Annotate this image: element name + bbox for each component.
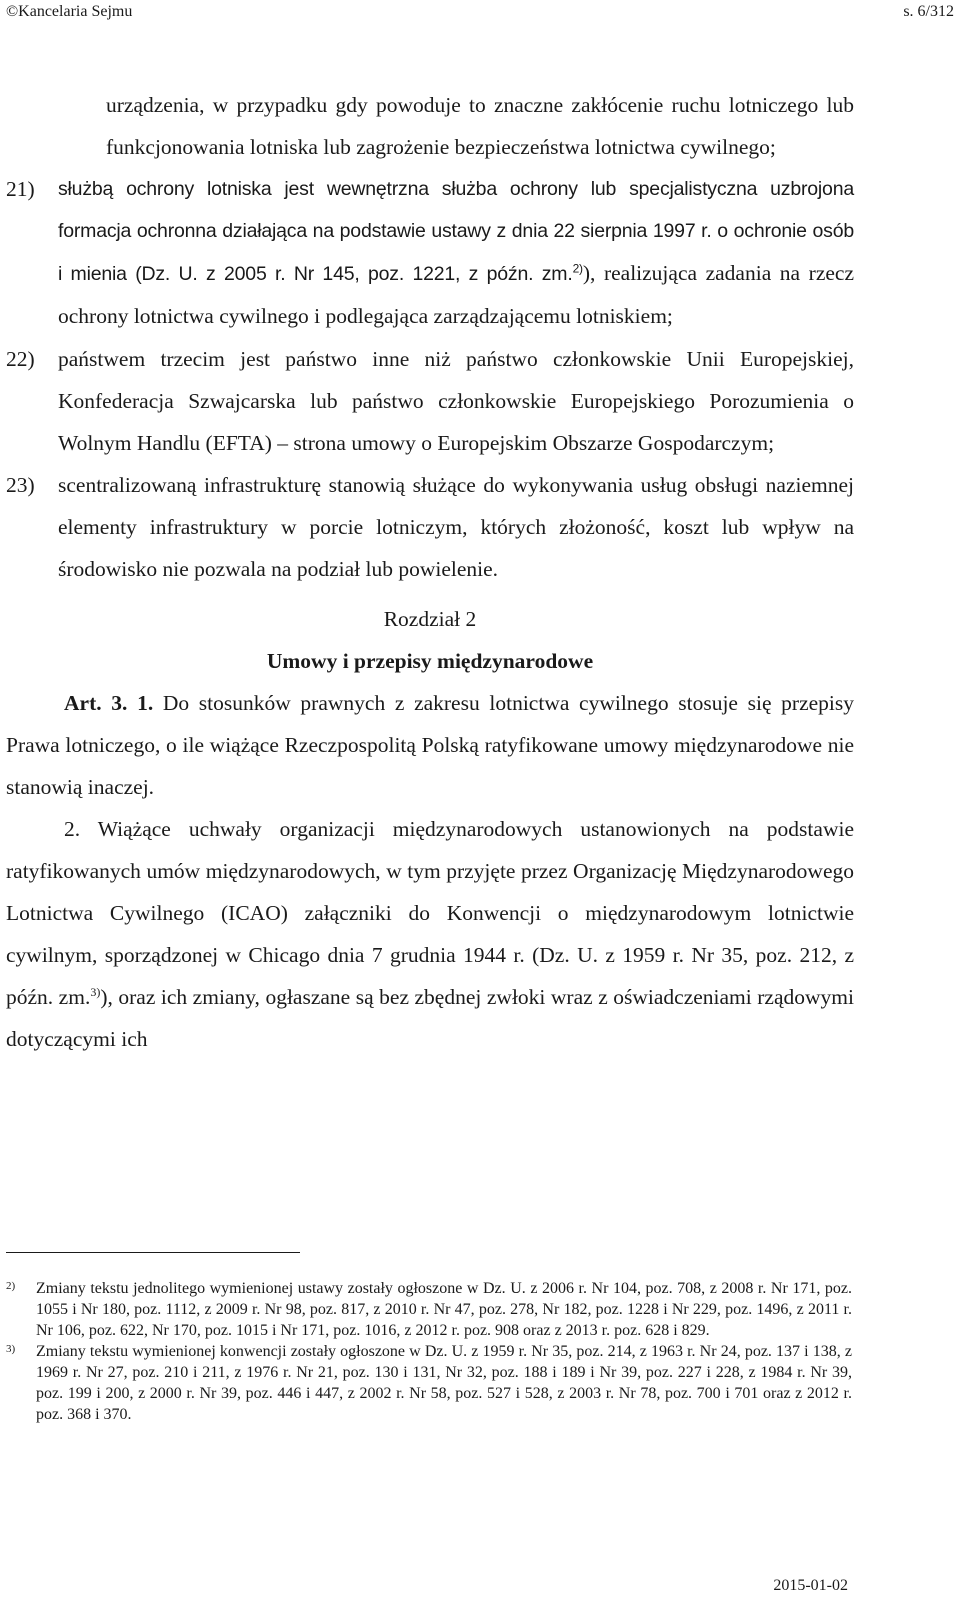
footnote-3 bbox=[6, 1341, 852, 1425]
item-20-continuation: urządzenia, w przypadku gdy powoduje to znaczne zakłócenie ruchu lotniczego lub funkcjonowania lotniska lub zagrożenie bezpieczeństwa lotnictwa cywilnego; bbox=[106, 93, 854, 159]
item-text: państwem trzecim jest państwo inne niż państwo członkowskie Unii Europejskiej, Konfederacja Szwajcarska lub państwo członkowskie Europejskiego Porozumienia o Wolnym Handlu (EFTA) – strona umowy o Europejskim Obszarze Gospodarczym; bbox=[58, 347, 854, 455]
item-number: 21) bbox=[6, 177, 35, 201]
chapter-title: Umowy i przepisy międzynarodowe bbox=[266, 649, 594, 673]
item-21-text-b: ), realizująca zadania na rzecz ochrony lotnictwa cywilnego i podlegająca zarządzającemu lotniskiem; bbox=[58, 261, 854, 328]
definition-item-21 bbox=[6, 168, 854, 338]
item-text bbox=[58, 168, 854, 338]
chapter-number: Rozdział 2 bbox=[383, 607, 477, 631]
paragraph-text: Do stosunków prawnych z zakresu lotnictwa cywilnego stosuje się przepisy Prawa lotniczego, o ile wiążące Rzeczpospolitą Polską ratyfikowane umowy międzynarodowe nie stanowią inaczej. bbox=[6, 691, 855, 799]
paragraph-text-b: ), oraz ich zmiany, ogłaszane są bez zbędnej zwłoki wraz z oświadczeniami rządowymi dotyczącymi ich bbox=[6, 985, 854, 1051]
copyright-label: ©Kancelaria Sejmu bbox=[6, 3, 133, 20]
definition-item-22 bbox=[6, 338, 854, 464]
document-date: 2015-01-02 bbox=[773, 1577, 848, 1594]
paragraph-number: 2. bbox=[64, 817, 81, 841]
article-label: Art. 3. bbox=[64, 691, 128, 715]
item-21-text-a: służbą ochrony lotniska jest wewnętrzna służba ochrony lub specjalistyczna uzbrojona formacja ochronna działająca na podstawie ustawy z dnia 22 sierpnia 1997 r. o ochronie osób i mienia (Dz. U. z 2005 r. Nr 145, poz. 1221, z późn. zm. bbox=[58, 178, 854, 285]
footnote-ref-2[interactable]: 2) bbox=[572, 261, 583, 276]
footnote-text: Zmiany tekstu jednolitego wymienionej ustawy zostały ogłoszone w Dz. U. z 2006 r. Nr 104, poz. 708, z 2008 r. Nr 171, poz. 1055 i Nr 180, poz. 1112, z 2009 r. Nr 98, poz. 817, z 2010 r. Nr 47, poz. 278, Nr 182, poz. 1228 i Nr 229, poz. 1496, z 2011 r. Nr 106, poz. 622, Nr 170, poz. 1015 i Nr 171, poz. 1016, z 2012 r. poz. 908 oraz z 2013 r. poz. 628 i 829. bbox=[36, 1280, 852, 1339]
footnotes bbox=[6, 1278, 852, 1425]
document-body bbox=[6, 84, 854, 1060]
item-text: scentralizowaną infrastrukturę stanowią służące do wykonywania usług obsługi naziemnej elementy infrastruktury w porcie lotniczym, których złożoność, koszt lub wpływ na środowisko nie pozwala na podział lub powielenie. bbox=[58, 473, 854, 581]
item-number: 23) bbox=[6, 473, 35, 497]
footnote-text: Zmiany tekstu wymienionej konwencji zostały ogłoszone w Dz. U. z 1959 r. Nr 35, poz. 214, z 1963 r. Nr 24, poz. 137 i 138, z 1969 r. Nr 27, poz. 210 i 211, z 1976 r. Nr 21, poz. 130 i 131, Nr 32, poz. 188 i 189 i Nr 39, poz. 227 i 228, z 1984 r. Nr 39, poz. 199 i 200, z 2000 r. Nr 39, poz. 446 i 447, z 2002 r. Nr 58, poz. 527 i 528, z 2003 r. Nr 78, poz. 700 i 701 oraz z 2012 r. poz. 368 i 370. bbox=[36, 1343, 852, 1423]
footnote-2 bbox=[6, 1278, 852, 1341]
paragraph-number: 1. bbox=[137, 691, 154, 715]
footnote-number: 3) bbox=[6, 1343, 16, 1355]
footnote-number: 2) bbox=[6, 1280, 16, 1292]
page-header bbox=[0, 0, 960, 26]
footnote-separator bbox=[6, 1252, 300, 1253]
article-3-paragraph-2 bbox=[6, 808, 854, 1060]
paragraph-text-a: Wiążące uchwały organizacji międzynarodowych ustanowionych na podstawie ratyfikowanych umów międzynarodowych, w tym przyjęte przez Organizację Międzynarodowego Lotnictwa Cywilnego (ICAO) załączniki do Konwencji o międzynarodowym lotnictwie cywilnym, sporządzonej w Chicago dnia 7 grudnia 1944 r. (Dz. U. z 1959 r. Nr 35, poz. 212, z późn. zm. bbox=[6, 817, 854, 1009]
item-number: 22) bbox=[6, 347, 35, 371]
definition-item-23 bbox=[6, 464, 854, 590]
article-3-paragraph-1 bbox=[6, 682, 854, 808]
page-number: s. 6/312 bbox=[903, 3, 954, 20]
footnote-ref-3[interactable]: 3) bbox=[90, 984, 101, 999]
